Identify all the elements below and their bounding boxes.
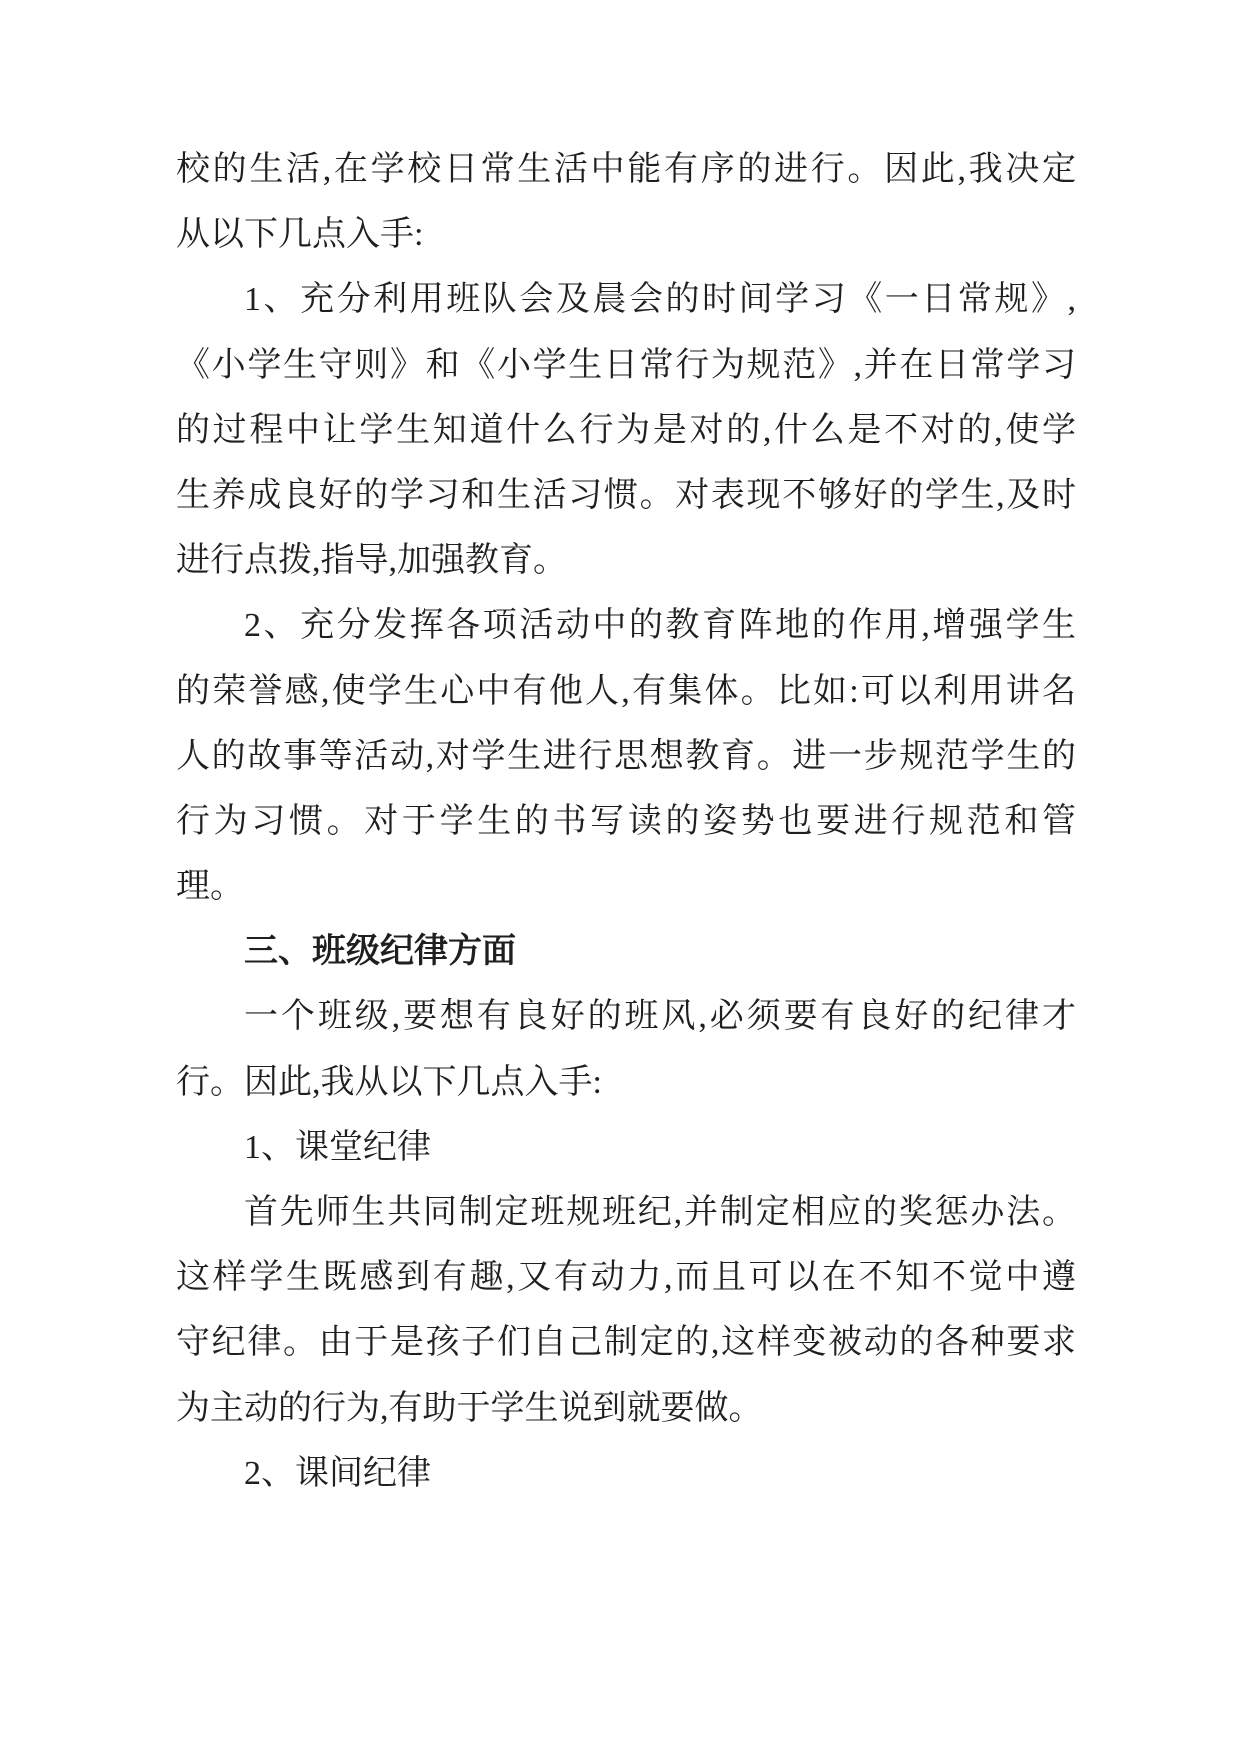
section-heading: 三、班级纪律方面: [244, 933, 516, 971]
text-line: 行为习惯。对于学生的书写读的姿势也要进行规范和管: [176, 802, 1076, 840]
text-line: 1、充分利用班队会及晨会的时间学习《一日常规》,: [244, 281, 1076, 319]
text-line: 行。因此,我从以下几点入手:: [176, 1063, 602, 1101]
text-line: 一个班级,要想有良好的班风,必须要有良好的纪律才: [244, 998, 1076, 1036]
text-line: 的过程中让学生知道什么行为是对的,什么是不对的,使学: [176, 411, 1076, 449]
text-line: 从以下几点入手:: [176, 216, 424, 254]
text-line: 生养成良好的学习和生活习惯。对表现不够好的学生,及时: [176, 476, 1076, 514]
text-line: 1、课堂纪律: [244, 1128, 431, 1166]
text-line: 进行点拨,指导,加强教育。: [176, 542, 567, 580]
text-line: 为主动的行为,有助于学生说到就要做。: [176, 1389, 763, 1427]
text-line: 人的故事等活动,对学生进行思想教育。进一步规范学生的: [176, 737, 1076, 775]
text-line: 这样学生既感到有趣,又有动力,而且可以在不知不觉中遵: [176, 1259, 1076, 1297]
text-line: 校的生活,在学校日常生活中能有序的进行。因此,我决定: [176, 151, 1076, 188]
text-line: 的荣誉感,使学生心中有他人,有集体。比如:可以利用讲名: [176, 672, 1076, 710]
document-body: [176, 137, 1076, 1506]
text-line: 2、课间纪律: [244, 1454, 431, 1492]
text-line: 守纪律。由于是孩子们自己制定的,这样变被动的各种要求: [176, 1324, 1076, 1362]
text-line: 《小学生守则》和《小学生日常行为规范》,并在日常学习: [176, 346, 1076, 384]
text-line: 理。: [176, 868, 244, 906]
text-line: 首先师生共同制定班规班纪,并制定相应的奖惩办法。: [244, 1194, 1076, 1231]
text-line: 2、充分发挥各项活动中的教育阵地的作用,增强学生: [244, 607, 1076, 645]
